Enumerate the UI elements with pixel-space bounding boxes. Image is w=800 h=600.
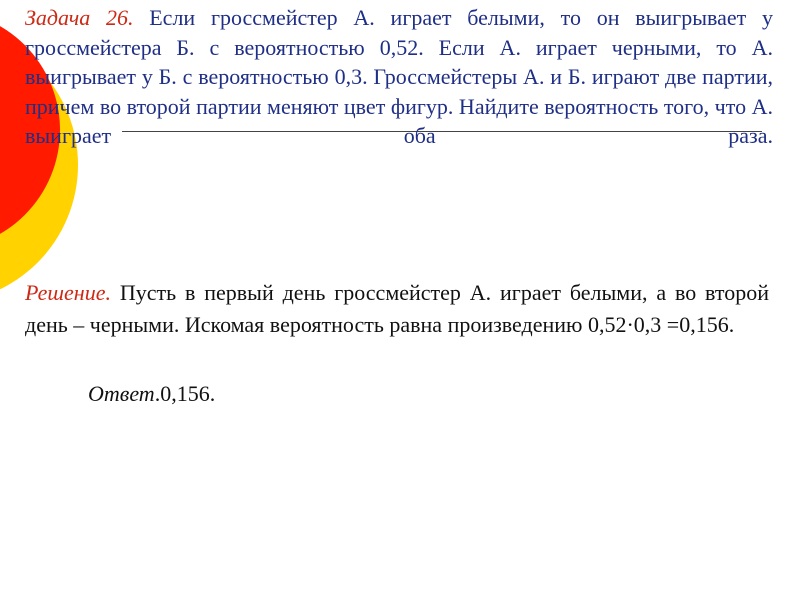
answer-label: Ответ: [88, 381, 155, 406]
solution-text: Пусть в первый день гроссмейстер А. играет белыми, а во второй день – черными. Искомая вероятность равна произведению 0,52·0,3 =0,156.: [25, 280, 769, 337]
answer-value: .0,156.: [154, 381, 216, 406]
answer-line: [88, 379, 215, 409]
problem-label: Задача 26.: [25, 5, 134, 30]
solution-paragraph: [25, 277, 769, 340]
problem-text: Если гроссмейстер А. играет белыми, то он выигрывает у гроссмейстера Б. с вероятностью 0,52. Если А. играет черными, то А. выигрывает у Б. с вероятностью 0,3. Гроссмейстеры А. и Б. играют две партии, причем во второй партии меняют цвет фигур. Найдите вероятность того, что А. выиграет оба раза.: [25, 5, 773, 148]
solution-block: [25, 277, 769, 340]
problem-statement: [25, 3, 773, 151]
solution-label: Решение.: [25, 280, 111, 305]
